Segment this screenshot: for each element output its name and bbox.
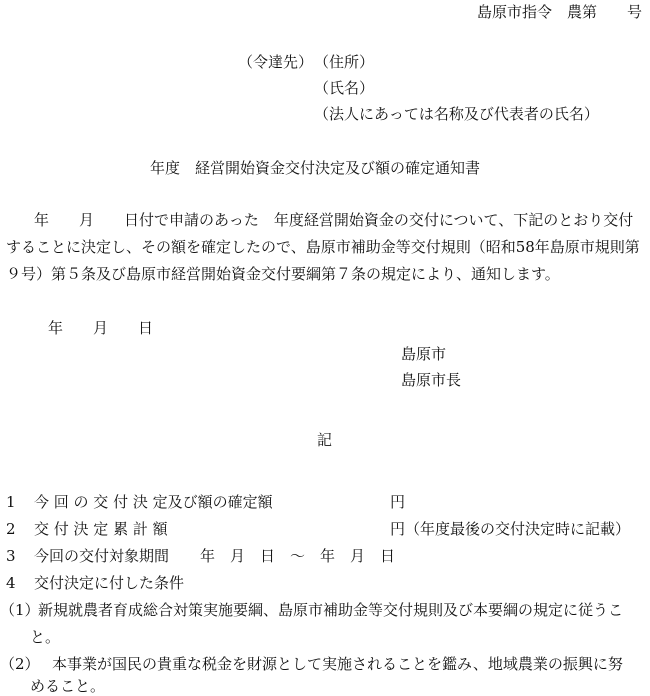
issuer-mayor: 島原市長 <box>401 371 462 389</box>
condition-row <box>0 654 650 674</box>
condition-text: 本事業が国民の貴重な税金を財源として実施されることを鑑み、地域農業の振興に努 <box>52 655 623 673</box>
item-row <box>0 519 650 539</box>
item-label: 交 付 決 定 累 計 額 <box>34 520 168 538</box>
condition-text: 新規就農者育成総合対策実施要綱、島原市補助金等交付規則及び本要綱の規定に従うこ <box>38 601 624 619</box>
body-line-1: 年 月 日付で申請のあった 年度経営開始資金の交付について、下記のとおり交付 <box>34 211 634 229</box>
item-row <box>0 492 650 512</box>
item-value: 年 月 日 ～ 年 月 日 <box>200 547 396 565</box>
item-label: 今回の交付対象期間 <box>34 547 170 565</box>
issuer-city: 島原市 <box>401 345 447 363</box>
condition-text-continued: めること。 <box>30 677 106 695</box>
condition-number: （2） <box>0 655 40 673</box>
item-value: 円 <box>390 493 406 511</box>
item-number: 1 <box>6 493 16 511</box>
addressee-note: （法人にあっては名称及び代表者の氏名） <box>314 105 599 123</box>
item-label: 今 回 の 交 付 決 定及び額の確定額 <box>34 493 273 511</box>
reference-number: 島原市指令 農第 号 <box>476 3 642 21</box>
condition-row <box>0 600 650 620</box>
condition-number: （1） <box>0 601 40 619</box>
item-row <box>0 573 650 593</box>
item-row <box>0 546 650 566</box>
body-line-3: ９号）第５条及び島原市経営開始資金交付要綱第７条の規定により、通知します。 <box>6 265 560 283</box>
item-label: 交付決定に付した条件 <box>34 574 185 592</box>
item-number: 4 <box>6 574 16 592</box>
document-title: 年度 経営開始資金交付決定及び額の確定通知書 <box>150 159 481 177</box>
ki-heading: 記 <box>317 431 333 449</box>
item-number: 3 <box>6 547 16 565</box>
issue-date: 年 月 日 <box>48 319 154 337</box>
addressee-name: （氏名） <box>314 79 375 97</box>
item-number: 2 <box>6 520 16 538</box>
addressee-label: （令達先） <box>238 53 314 71</box>
item-value: 円（年度最後の交付決定時に記載） <box>390 520 631 538</box>
addressee-address: （住所） <box>314 53 375 71</box>
body-line-2: することに決定し、その額を確定したので、島原市補助金等交付規則（昭和58年島原市規則第 <box>6 238 640 256</box>
condition-text-continued: と。 <box>30 628 61 646</box>
